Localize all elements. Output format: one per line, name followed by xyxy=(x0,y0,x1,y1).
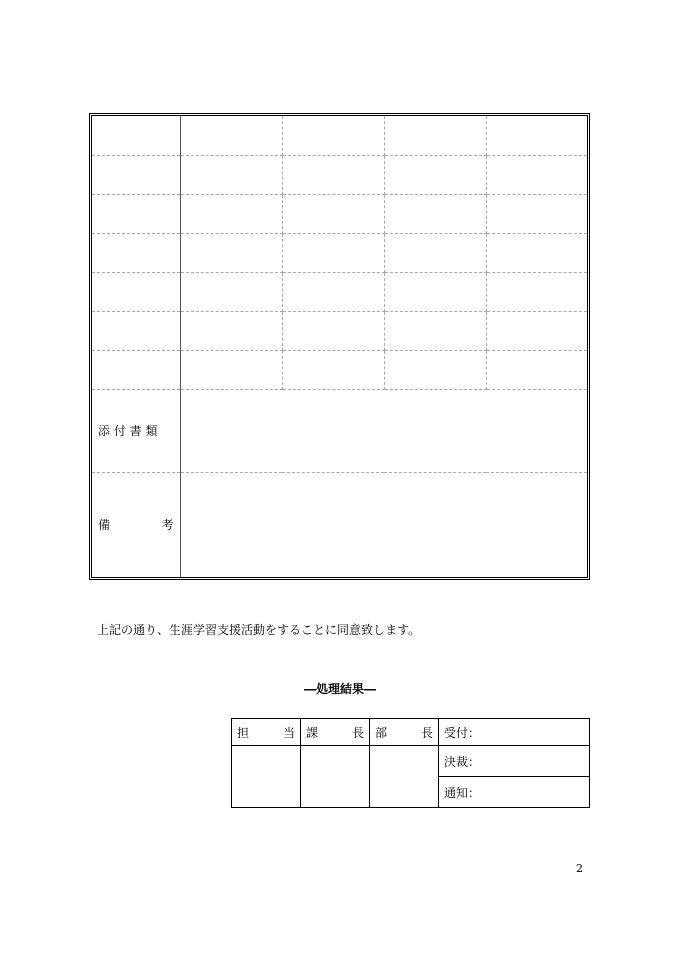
table-cell[interactable] xyxy=(486,350,587,389)
table-cell[interactable] xyxy=(92,194,180,233)
remarks-row xyxy=(92,472,587,577)
table-cell[interactable] xyxy=(486,194,587,233)
table-cell[interactable] xyxy=(180,311,282,350)
bucho-label-left: 部 xyxy=(375,725,388,740)
table-row xyxy=(92,116,587,155)
table-cell[interactable] xyxy=(486,155,587,194)
received-field[interactable]: 受付： xyxy=(439,719,590,746)
table-cell[interactable] xyxy=(180,272,282,311)
table-cell[interactable] xyxy=(384,311,486,350)
result-heading: ―処理結果― xyxy=(303,682,376,696)
kacho-header xyxy=(301,719,370,746)
page-number: 2 xyxy=(576,862,583,875)
table-cell[interactable] xyxy=(282,272,384,311)
table-cell[interactable] xyxy=(486,272,587,311)
table-cell[interactable] xyxy=(92,311,180,350)
table-cell[interactable] xyxy=(92,116,180,155)
kacho-label-left: 課 xyxy=(306,725,319,740)
table-cell[interactable] xyxy=(180,233,282,272)
table-cell[interactable] xyxy=(180,155,282,194)
table-cell[interactable] xyxy=(92,272,180,311)
kacho-label-right: 長 xyxy=(351,725,364,740)
table-cell[interactable] xyxy=(384,155,486,194)
table-cell[interactable] xyxy=(180,350,282,389)
table-cell[interactable] xyxy=(282,194,384,233)
table-cell[interactable] xyxy=(92,233,180,272)
table-cell[interactable] xyxy=(282,233,384,272)
bucho-header xyxy=(370,719,439,746)
table-row xyxy=(92,155,587,194)
table-row xyxy=(92,311,587,350)
tanto-label-right: 当 xyxy=(282,725,295,740)
remarks-label xyxy=(92,516,180,533)
table-row xyxy=(92,194,587,233)
table-cell[interactable] xyxy=(384,116,486,155)
table-cell[interactable] xyxy=(180,116,282,155)
table-row xyxy=(92,272,587,311)
tanto-label-left: 担 xyxy=(237,725,250,740)
table-cell[interactable] xyxy=(486,233,587,272)
remarks-label-cell xyxy=(92,472,180,577)
application-form-table xyxy=(89,113,590,580)
remarks-field[interactable] xyxy=(180,472,587,577)
remarks-label-right: 考 xyxy=(161,518,174,533)
table-cell[interactable] xyxy=(486,311,587,350)
notice-field[interactable]: 通知： xyxy=(439,777,590,808)
table-cell[interactable] xyxy=(486,116,587,155)
table-row xyxy=(92,233,587,272)
table-cell[interactable] xyxy=(282,350,384,389)
table-cell[interactable] xyxy=(92,155,180,194)
consent-statement: 上記の通り、生涯学習支援活動をすることに同意致します。 xyxy=(97,623,421,637)
attachments-row xyxy=(92,389,587,472)
remarks-label-left: 備 xyxy=(98,518,111,533)
tanto-header xyxy=(232,719,301,746)
table-cell[interactable] xyxy=(282,155,384,194)
approval-header-row xyxy=(232,719,590,746)
table-row xyxy=(92,350,587,389)
decision-field[interactable]: 決裁： xyxy=(439,746,590,777)
table-cell[interactable] xyxy=(384,233,486,272)
table-cell[interactable] xyxy=(384,350,486,389)
table-cell[interactable] xyxy=(384,272,486,311)
table-cell[interactable] xyxy=(282,311,384,350)
attachments-label-cell xyxy=(92,389,180,472)
table-cell[interactable] xyxy=(92,350,180,389)
table-cell[interactable] xyxy=(180,194,282,233)
tanto-stamp-box[interactable] xyxy=(232,746,301,808)
approval-stamp-table xyxy=(231,718,590,808)
attachments-field[interactable] xyxy=(180,389,587,472)
table-cell[interactable] xyxy=(384,194,486,233)
bucho-stamp-box[interactable] xyxy=(370,746,439,808)
kacho-stamp-box[interactable] xyxy=(301,746,370,808)
table-cell[interactable] xyxy=(282,116,384,155)
attachments-label: 添 付 書 類 xyxy=(98,424,158,438)
approval-row xyxy=(232,746,590,777)
bucho-label-right: 長 xyxy=(420,725,433,740)
